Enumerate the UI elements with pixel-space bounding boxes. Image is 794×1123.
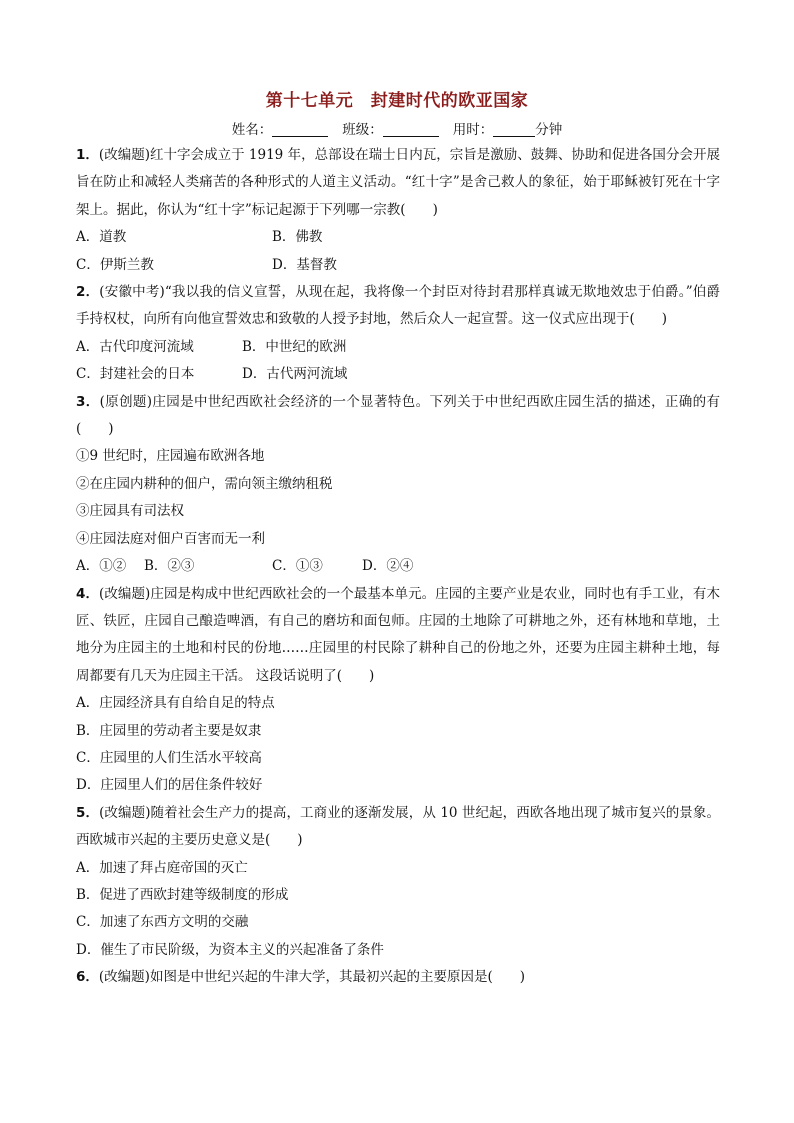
option-b[interactable]: B．庄园里的劳动者主要是奴隶 bbox=[76, 722, 262, 739]
time-blank[interactable] bbox=[493, 122, 535, 137]
question-2 bbox=[76, 279, 720, 389]
question-6 bbox=[76, 964, 720, 991]
time-label: 用时： bbox=[452, 122, 494, 138]
statement-4: ④庄园法庭对佃户百害而无一利 bbox=[76, 530, 265, 547]
option-a[interactable]: A．庄园经济具有自给自足的特点 bbox=[76, 695, 275, 712]
question-number: 6． bbox=[76, 969, 99, 986]
question-1 bbox=[76, 142, 720, 279]
question-text: (改编题)如图是中世纪兴起的牛津大学，其最初兴起的主要原因是( ) bbox=[98, 969, 525, 986]
option-d[interactable]: D．古代两河流域 bbox=[242, 366, 348, 383]
class-blank[interactable] bbox=[383, 122, 439, 137]
option-d[interactable]: D．催生了市民阶级，为资本主义的兴起准备了条件 bbox=[76, 941, 384, 958]
option-c[interactable]: C．封建社会的日本 bbox=[76, 366, 195, 383]
question-text: (改编题)红十字会成立于 1919 年，总部设在瑞士日内瓦，宗旨是激励、鼓舞、协助和促进各国分会开展旨在防止和减轻人类痛苦的各种形式的人道主义活动。“红十字”是舍己救人的象征，始于耶稣被钉死在十字架上。据此，你认为“红十字”标记起源于下列哪一宗教( ) bbox=[76, 147, 720, 218]
page-title: 第十七单元 封建时代的欧亚国家 bbox=[265, 91, 529, 111]
statement-1: ①9 世纪时，庄园遍布欧洲各地 bbox=[76, 448, 265, 465]
option-b[interactable]: B．促进了西欧封建等级制度的形成 bbox=[76, 886, 289, 903]
question-text: (改编题)庄园是构成中世纪西欧社会的一个最基本单元。庄园的主要产业是农业，同时也有手工业，有木匠、铁匠，庄园自己酿造啤酒，有自己的磨坊和面包师。庄园的土地除了可耕地之外，还有林地和草地，土地分为庄园主的土地和村民的份地……庄园里的村民除了耕种自己的份地之外，还要为庄园主耕种土地，每周都要有几天为庄园主干活。 这段话说明了( ) bbox=[76, 585, 720, 684]
name-label: 姓名： bbox=[231, 122, 273, 138]
option-a[interactable]: A．道教 bbox=[76, 229, 127, 246]
name-blank[interactable] bbox=[272, 122, 328, 137]
question-text: (改编题)随着社会生产力的提高，工商业的逐渐发展，从 10 世纪起，西欧各地出现了城市复兴的景象。西欧城市兴起的主要历史意义是( ) bbox=[76, 804, 720, 849]
statement-3: ③庄园具有司法权 bbox=[76, 503, 184, 520]
class-label: 班级： bbox=[342, 122, 383, 138]
option-c[interactable]: C．伊斯兰教 bbox=[76, 256, 154, 273]
option-b[interactable]: B．中世纪的欧洲 bbox=[242, 338, 347, 355]
option-a[interactable]: A．①② bbox=[76, 558, 127, 575]
question-number: 2． bbox=[76, 284, 100, 301]
question-5 bbox=[76, 800, 720, 964]
question-text: (原创题)庄园是中世纪西欧社会经济的一个显著特色。下列关于中世纪西欧庄园生活的描述，正确的有( ) bbox=[76, 393, 720, 438]
question-list bbox=[76, 142, 720, 992]
option-b[interactable]: B．②③ bbox=[144, 558, 195, 575]
question-text: (安徽中考)“我以我的信义宣誓，从现在起，我将像一个封臣对待封君那样真诚无欺地效忠于伯爵。”伯爵手持权杖，向所有向他宣誓效忠和致敬的人授予封地，然后众人一起宣誓。这一仪式应出现于( ) bbox=[76, 284, 720, 328]
question-number: 5． bbox=[76, 804, 100, 821]
question-number: 1． bbox=[76, 147, 99, 163]
option-c[interactable]: C．①③ bbox=[272, 558, 323, 575]
statement-2: ②在庄园内耕种的佃户，需向领主缴纳租税 bbox=[76, 475, 333, 492]
option-d[interactable]: D．基督教 bbox=[272, 256, 337, 273]
option-d[interactable]: D．②④ bbox=[362, 558, 414, 575]
option-d[interactable]: D．庄园里人们的居住条件较好 bbox=[76, 777, 263, 794]
option-a[interactable]: A．加速了拜占庭帝国的灭亡 bbox=[76, 859, 248, 876]
question-4 bbox=[76, 581, 720, 800]
question-number: 4． bbox=[76, 585, 100, 602]
option-b[interactable]: B．佛教 bbox=[272, 229, 323, 246]
question-3 bbox=[76, 389, 720, 581]
option-c[interactable]: C．加速了东西方文明的交融 bbox=[76, 914, 249, 931]
option-c[interactable]: C．庄园里的人们生活水平较高 bbox=[76, 749, 262, 766]
question-number: 3． bbox=[76, 393, 100, 410]
time-unit: 分钟 bbox=[535, 122, 563, 138]
option-a[interactable]: A．古代印度河流域 bbox=[76, 338, 194, 355]
student-info-line bbox=[0, 118, 794, 138]
